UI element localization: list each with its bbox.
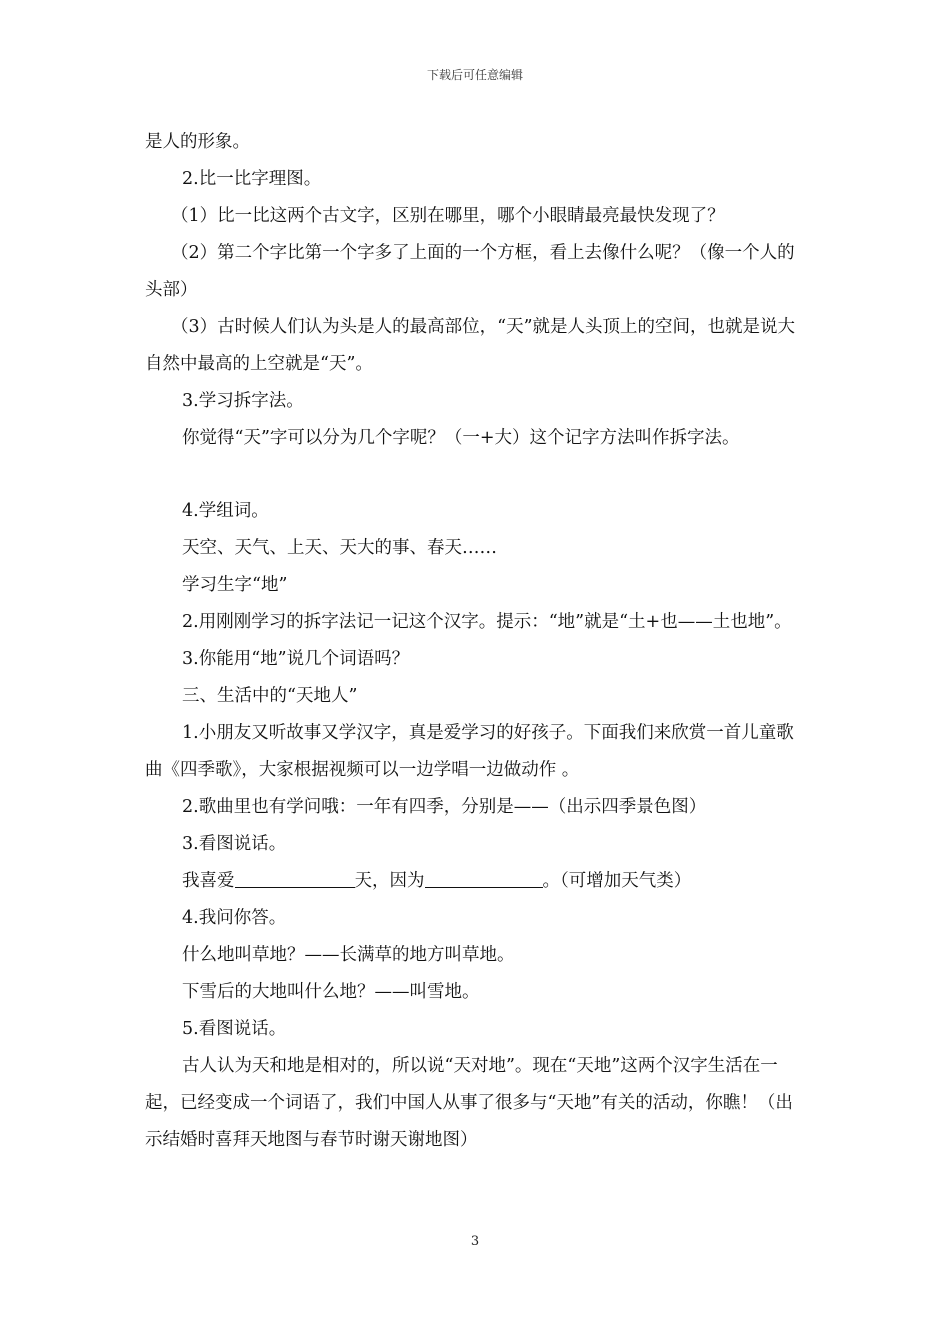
paragraph: 什么地叫草地？——长满草的地方叫草地。 xyxy=(182,945,515,965)
paragraph-gap xyxy=(145,457,810,493)
paragraph: 2.用刚刚学习的拆字法记一记这个汉字。提示：“地”就是“土+也——土也地”。 xyxy=(182,612,792,632)
paragraph: 5.看图说话。 xyxy=(182,1019,287,1039)
sentence-part: 天，因为 xyxy=(354,871,425,891)
sentence-part: 。（可增加天气类） xyxy=(542,871,692,891)
paragraph: 3.看图说话。 xyxy=(182,834,287,854)
page-header: 下载后可任意编辑 xyxy=(426,68,523,82)
paragraph: 学习生字“地” xyxy=(182,575,288,595)
document-body xyxy=(145,124,810,1159)
paragraph: 2.歌曲里也有学问哦：一年有四季，分别是——（出示四季景色图） xyxy=(182,797,707,817)
paragraph: （1）比一比这两个古文字，区别在哪里，哪个小眼睛最亮最快发现了？ xyxy=(171,206,725,226)
fill-blank xyxy=(235,869,355,888)
paragraph: 是人的形象。 xyxy=(145,132,250,152)
paragraph: 天空、天气、上天、天大的事、春天…… xyxy=(182,538,497,558)
paragraph: 3.学习拆字法。 xyxy=(182,391,304,411)
sentence-part: 我喜爱 xyxy=(182,871,235,891)
paragraph: （3）古时候人们认为头是人的最高部位，“天”就是人头顶上的空间，也就是说大自然中最高的上空就是“天”。 xyxy=(145,317,796,374)
paragraph: （2）第二个字比第一个字多了上面的一个方框，看上去像什么呢？（像一个人的头部） xyxy=(145,243,795,300)
page-number: 3 xyxy=(470,1234,480,1249)
paragraph: 三、生活中的“天地人” xyxy=(182,686,358,706)
paragraph: 4.学组词。 xyxy=(182,501,269,521)
paragraph: 你觉得“天”字可以分为几个字呢？（一+大）这个记字方法叫作拆字法。 xyxy=(182,428,740,448)
paragraph: 3.你能用“地”说几个词语吗？ xyxy=(182,649,410,669)
paragraph: 下雪后的大地叫什么地？——叫雪地。 xyxy=(182,982,480,1002)
paragraph: 2.比一比字理图。 xyxy=(182,169,322,189)
paragraph: 1.小朋友又听故事又学汉字，真是爱学习的好孩子。下面我们来欣赏一首儿童歌曲《四季歌》，大家根据视频可以一边学唱一边做动作 。 xyxy=(145,723,794,780)
fill-in-sentence xyxy=(145,863,810,900)
fill-blank xyxy=(425,869,543,888)
paragraph: 古人认为天和地是相对的，所以说“天对地”。现在“天地”这两个汉字生活在一起，已经变成一个词语了，我们中国人从事了很多与“天地”有关的活动，你瞧！（出示结婚时喜拜天地图与春节时谢天谢地图） xyxy=(145,1056,793,1150)
paragraph: 4.我问你答。 xyxy=(182,908,287,928)
